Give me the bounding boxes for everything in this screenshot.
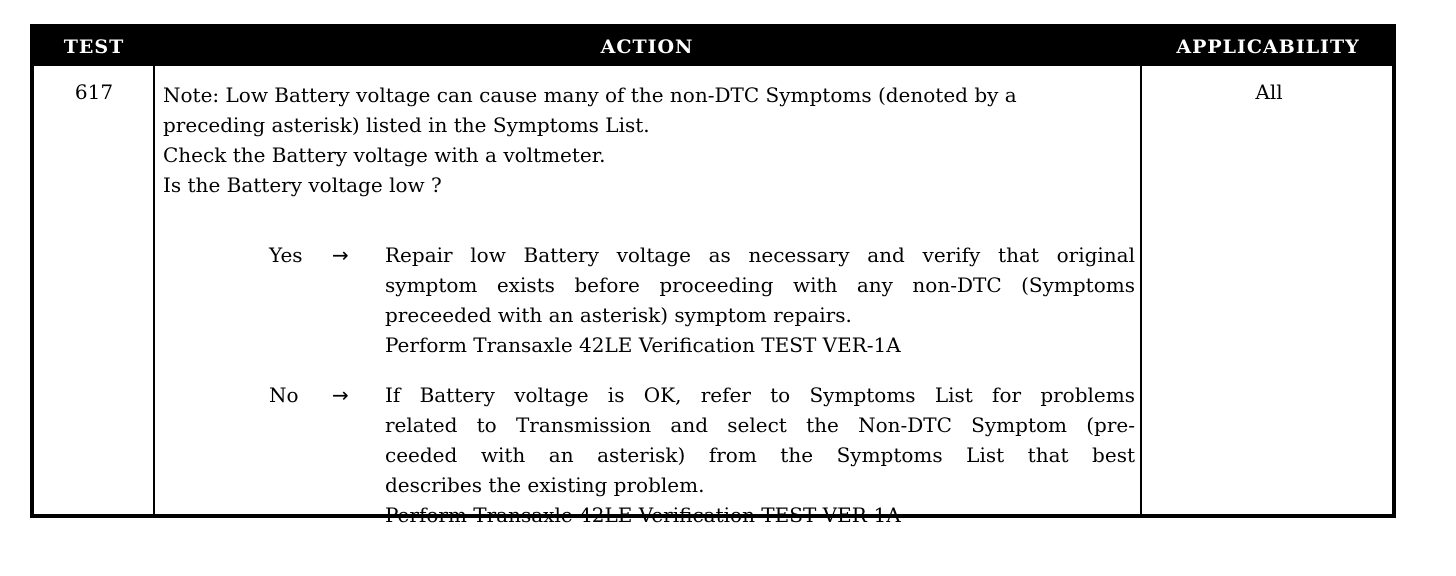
column-divider bbox=[153, 66, 155, 514]
table-header bbox=[34, 28, 1392, 66]
note-line: preceding asterisk) listed in the Symptoms List. bbox=[163, 113, 650, 137]
yes-label: Yes bbox=[269, 243, 303, 267]
no-line: describes the existing problem. bbox=[385, 473, 705, 497]
test-number: 617 bbox=[74, 80, 114, 104]
yes-line: preceeded with an asterisk) symptom repairs. bbox=[385, 303, 852, 327]
header-test: TEST bbox=[63, 36, 125, 58]
no-line: related to Transmission and select the Non-DTC Symptom (pre- bbox=[385, 413, 1135, 437]
yes-line: Repair low Battery voltage as necessary and verify that original bbox=[385, 243, 1135, 267]
yes-line: symptom exists before proceeding with any non-DTC (Symptoms bbox=[385, 273, 1135, 297]
no-line: Perform Transaxle 42LE Verification TEST VER-1A bbox=[385, 503, 901, 527]
header-applicability: APPLICABILITY bbox=[1176, 36, 1360, 58]
no-line: ceeded with an asterisk) from the Symptoms List that best bbox=[385, 443, 1135, 467]
right-arrow-icon: → bbox=[332, 383, 349, 407]
note-line: Check the Battery voltage with a voltmeter. bbox=[163, 143, 606, 167]
yes-line: Perform Transaxle 42LE Verification TEST VER-1A bbox=[385, 333, 901, 357]
note-line: Is the Battery voltage low ? bbox=[163, 173, 442, 197]
right-arrow-icon: → bbox=[332, 243, 349, 267]
no-label: No bbox=[269, 383, 299, 407]
header-action: ACTION bbox=[600, 36, 694, 58]
applicability-value: All bbox=[1255, 80, 1283, 104]
column-divider bbox=[1140, 66, 1142, 514]
no-action-text bbox=[385, 380, 1135, 530]
action-cell bbox=[163, 80, 1135, 527]
diagnostic-test-table bbox=[30, 24, 1396, 527]
no-line: If Battery voltage is OK, refer to Symptoms List for problems bbox=[385, 383, 1135, 407]
yes-action-text bbox=[385, 240, 1135, 360]
note-line: Note: Low Battery voltage can cause many of the non-DTC Symptoms (denoted by a bbox=[163, 83, 1017, 107]
